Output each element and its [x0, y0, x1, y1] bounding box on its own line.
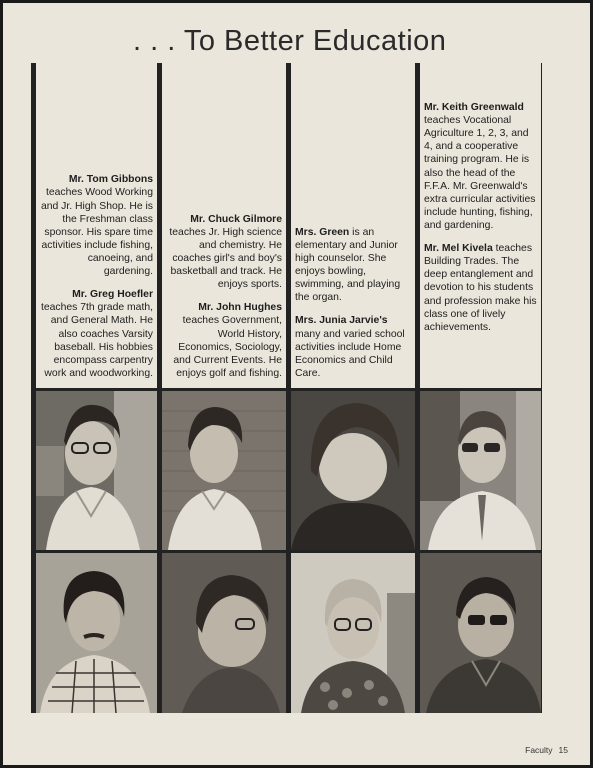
- faculty-name: Mr. Tom Gibbons: [68, 174, 153, 186]
- faculty-blurb: [40, 288, 153, 380]
- faculty-blurb: [424, 101, 537, 232]
- text-cell-col1: [36, 63, 157, 388]
- text-cell-col4: [420, 63, 541, 388]
- faculty-name: Mr. Greg Hoefler: [72, 289, 153, 301]
- faculty-blurb: [166, 213, 282, 292]
- faculty-description: teaches 7th grade math, and General Math. He also coaches Varsity baseball. His hobbies encompass carpentry work and woodworking.: [40, 302, 153, 379]
- faculty-name: Mrs. Junia Jarvie's: [295, 315, 388, 327]
- portrait-photo: [420, 391, 541, 550]
- page-footer: [519, 745, 568, 755]
- faculty-description: teaches Government, World History, Economics, Sociology, and Current Events. He enjoys golf and fishing.: [173, 315, 282, 379]
- faculty-description: teaches Wood Working and Jr. High Shop. He is the Freshman class sponsor. His spare time activities include fishing, canoeing, and gardening.: [40, 187, 153, 278]
- faculty-description: teaches Jr. High science and chemistry. He coaches girl's and boy's basketball and track. He enjoys sports.: [169, 226, 282, 291]
- faculty-blurb: [295, 226, 411, 305]
- faculty-name: Mr. Chuck Gilmore: [190, 213, 282, 225]
- faculty-blurb: [424, 242, 537, 334]
- portrait-photo: [36, 553, 157, 713]
- portrait-photo: [291, 553, 415, 713]
- page-title: . . . To Better Education: [133, 25, 447, 57]
- faculty-blurb: [40, 173, 153, 278]
- faculty-description: many and varied school activities include Home Economics and Child Care.: [295, 328, 405, 379]
- text-cell-col3: [291, 63, 415, 388]
- portrait-photo: [162, 391, 286, 550]
- faculty-grid: [31, 63, 542, 713]
- faculty-description: teaches Vocational Agriculture 1, 2, 3, and 4, and a cooperative training program. He is also the head of the F.F.A. Mr. Greenwald's extra curricular activities include hunting, fishing, and gardening.: [424, 115, 536, 231]
- faculty-description: teaches Building Trades. The deep entanglement and devotion to his students and profession make his class one of lively achievements.: [424, 243, 537, 333]
- faculty-description: is an elementary and Junior high counselor. She enjoys bowling, swimming, and playing the organ.: [295, 226, 401, 304]
- portrait-photo: [36, 391, 157, 550]
- text-cell-col2: [162, 63, 286, 388]
- faculty-name: Mrs. Green: [295, 226, 350, 238]
- faculty-blurb: [295, 314, 411, 380]
- portrait-photo: [162, 553, 286, 713]
- faculty-name: Mr. Keith Greenwald: [424, 102, 524, 113]
- faculty-name: Mr. Mel Kivela: [424, 243, 493, 255]
- portrait-photo: [420, 553, 541, 713]
- page-number: 15: [558, 745, 568, 755]
- portrait-photo: [291, 391, 415, 550]
- faculty-name: Mr. John Hughes: [198, 302, 282, 314]
- faculty-blurb: [166, 301, 282, 380]
- footer-section: Faculty: [525, 745, 553, 755]
- yearbook-page: [3, 3, 590, 765]
